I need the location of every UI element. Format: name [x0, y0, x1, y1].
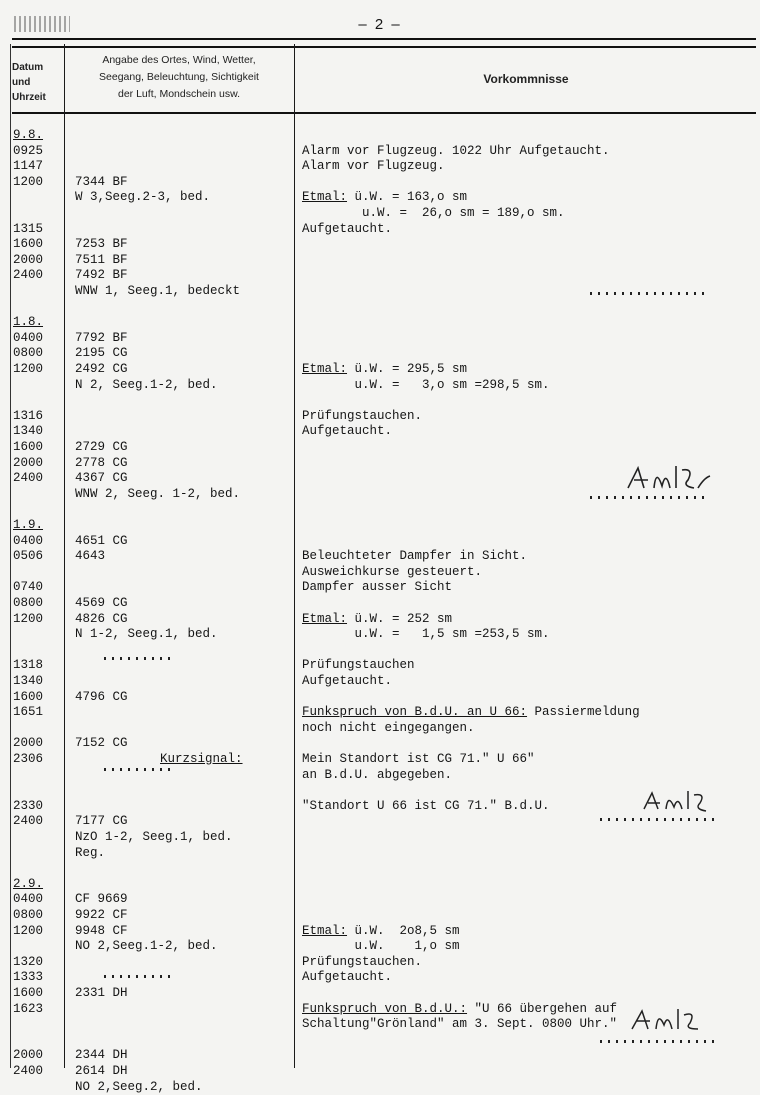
entry-text: 0740 [13, 580, 44, 595]
position-weather-cell [75, 736, 128, 751]
position-weather-cell [75, 440, 128, 455]
date-time-cell [13, 877, 43, 892]
position-weather-cell [75, 846, 105, 861]
entry-text: 1315 [13, 221, 44, 236]
entry-text: WNW 1, Seeg.1, bedeckt [75, 284, 241, 298]
date-time-cell [13, 799, 43, 814]
entry-text: Alarm vor Flugzeug. 1022 Uhr Aufgetaucht. [302, 143, 610, 158]
entry-text: 0506 [13, 549, 44, 564]
entry-text: u.W. 1,o sm [302, 939, 460, 954]
entry-text: 1147 [13, 159, 44, 174]
event-cell [302, 799, 550, 814]
position-weather-cell [75, 268, 128, 283]
position-weather-cell [75, 190, 210, 205]
event-cell [302, 658, 415, 673]
date-time-cell [13, 144, 43, 159]
position-weather-cell [75, 284, 240, 299]
entry-text: 7492 BF [75, 268, 128, 283]
entry-text: 4651 CG [75, 533, 128, 548]
entry-text: 2778 CG [75, 455, 128, 470]
entry-text: Schaltung"Grönland" am 3. Sept. 0800 Uhr." [302, 1017, 618, 1032]
position-weather-cell [75, 471, 128, 486]
date-time-cell [13, 456, 43, 471]
entry-text: 2729 CG [75, 440, 128, 454]
entry-text: 1333 [13, 970, 44, 985]
position-weather-cell [75, 1080, 203, 1095]
date-time-cell [13, 253, 43, 268]
position-weather-cell [75, 892, 128, 907]
date-time-cell [13, 268, 43, 283]
date-time-cell [13, 1048, 43, 1063]
event-cell [302, 674, 392, 689]
date-time-cell [13, 986, 43, 1001]
entry-text: "U 66 übergehen auf [467, 1001, 618, 1016]
entry-text: 1600 [13, 440, 44, 454]
event-cell [302, 1002, 617, 1017]
event-cell [302, 580, 452, 595]
entry-text: u.W. = 26,o sm = 189,o sm. [302, 206, 565, 220]
left-margin-line [10, 44, 11, 1068]
entry-text: Aufgetaucht. [302, 674, 393, 688]
dotted-separator [590, 292, 708, 295]
event-cell [302, 190, 467, 205]
entry-text: 1600 [13, 237, 44, 252]
entry-text: 1200 [13, 611, 44, 626]
underlined-label: Etmal: [302, 362, 348, 376]
underlined-label: Etmal: [302, 611, 348, 626]
entry-text: Prüfungstauchen. [302, 408, 423, 423]
entry-text: Beleuchteter Dampfer in Sicht. [302, 549, 528, 564]
entry-text: 0400 [13, 330, 44, 345]
event-cell [302, 362, 467, 377]
date-time-cell [13, 362, 43, 377]
event-cell [302, 924, 460, 939]
entry-text: ü.W. = 163,o sm [347, 190, 468, 205]
date-time-cell [13, 549, 43, 564]
entry-text: Prüfungstauchen [302, 658, 415, 673]
date-time-cell [13, 690, 43, 705]
signature-initials [624, 458, 714, 498]
entry-text: W 3,Seeg.2-3, bed. [75, 190, 211, 205]
entry-text: 1200 [13, 362, 44, 376]
entry-text: NzO 1-2, Seeg.1, bed. [75, 830, 233, 844]
entry-text: 2400 [13, 814, 44, 829]
event-cell [302, 752, 535, 767]
entry-text: "Standort U 66 ist CG 71." B.d.U. [302, 798, 550, 813]
date-time-cell [13, 955, 43, 970]
entry-text: WNW 2, Seeg. 1-2, bed. [75, 486, 241, 501]
dotted-separator [104, 768, 174, 771]
entry-text: 7511 BF [75, 252, 128, 267]
position-weather-cell [75, 1048, 128, 1063]
position-weather-cell [75, 1064, 128, 1079]
entry-text: 2614 DH [75, 1064, 128, 1078]
page-number: – 2 – [358, 16, 402, 33]
date-time-cell [13, 1064, 43, 1079]
date-time-cell [13, 331, 43, 346]
entry-text: 2400 [13, 268, 44, 283]
entry-text: Alarm vor Flugzeug. [302, 159, 445, 174]
dotted-separator [104, 657, 174, 660]
entry-text: 0925 [13, 143, 44, 158]
entry-text: 0800 [13, 346, 44, 361]
position-weather-cell [75, 237, 128, 252]
position-weather-cell [75, 612, 128, 627]
entry-text: Aufgetaucht. [302, 221, 393, 236]
date-time-cell [13, 534, 43, 549]
date-time-cell [13, 237, 43, 252]
entry-text: 1340 [13, 424, 44, 439]
date-time-cell [13, 892, 43, 907]
event-cell [302, 939, 460, 954]
entry-text: 2000 [13, 455, 44, 470]
entry-text: 1651 [13, 705, 44, 720]
date-time-cell [13, 1002, 43, 1017]
header-date-line: Datum [12, 62, 44, 73]
header-place-weather [66, 52, 292, 103]
entry-text: 0400 [13, 892, 44, 907]
header-date-time [12, 60, 64, 105]
entry-text: 0800 [13, 596, 44, 610]
entry-text: 1340 [13, 674, 44, 688]
entry-text: 2400 [13, 471, 44, 486]
position-weather-cell [75, 487, 240, 502]
position-weather-cell [75, 690, 128, 705]
date-time-cell [13, 814, 43, 829]
event-cell [302, 612, 452, 627]
event-cell [302, 424, 392, 439]
entry-text: u.W. = 1,5 sm =253,5 sm. [302, 627, 550, 642]
position-weather-cell [75, 346, 128, 361]
position-weather-cell [75, 549, 105, 564]
entry-text: 4569 CG [75, 596, 128, 610]
entry-text: 0800 [13, 908, 44, 922]
column-divider-2 [294, 44, 295, 1068]
date-time-cell [13, 315, 43, 330]
position-weather-cell [75, 908, 128, 923]
event-cell [302, 768, 452, 783]
date-time-cell [13, 128, 43, 143]
entry-text: 1623 [13, 1001, 44, 1016]
date-time-cell [13, 736, 43, 751]
date-time-cell [13, 346, 43, 361]
date-time-cell [13, 612, 43, 627]
position-weather-cell [75, 939, 218, 954]
entry-text: ü.W. = 295,5 sm [347, 362, 468, 376]
kurzsignal-label: Kurzsignal: [160, 752, 243, 766]
underlined-label: Etmal: [302, 190, 348, 205]
entry-text: 9948 CF [75, 923, 128, 938]
entry-text: N 1-2, Seeg.1, bed. [75, 627, 218, 642]
dotted-separator [600, 1040, 718, 1043]
date-time-cell [13, 440, 43, 455]
underlined-label: 1.9. [13, 518, 44, 532]
entry-text: 4367 CG [75, 471, 128, 486]
entry-text: 7253 BF [75, 237, 128, 252]
entry-text: NO 2,Seeg.2, bed. [75, 1079, 203, 1094]
entry-text: Mein Standort ist CG 71." U 66" [302, 752, 535, 766]
date-time-cell [13, 471, 43, 486]
underlined-label: Etmal: [302, 923, 348, 938]
date-time-cell [13, 409, 43, 424]
underlined-label: 2.9. [13, 876, 44, 891]
entry-text: 2400 [13, 1064, 44, 1078]
position-weather-cell [75, 534, 128, 549]
position-weather-cell [75, 253, 128, 268]
underlined-label: Funkspruch von B.d.U.: [302, 1001, 468, 1016]
position-weather-cell [75, 814, 128, 829]
entry-text: 2000 [13, 736, 44, 751]
entry-text: Dampfer ausser Sicht [302, 580, 453, 595]
position-weather-cell [75, 596, 128, 611]
date-time-cell [13, 924, 43, 939]
entry-text: an B.d.U. abgegeben. [302, 767, 453, 782]
entry-text: NO 2,Seeg.1-2, bed. [75, 939, 218, 954]
entry-text: 1600 [13, 986, 44, 1000]
entry-text: 2492 CG [75, 362, 128, 376]
event-cell [302, 705, 640, 720]
event-cell [302, 970, 392, 985]
entry-text: 2344 DH [75, 1048, 128, 1063]
position-weather-cell [75, 986, 128, 1001]
corner-stamp-mark [14, 16, 70, 32]
header-bottom-rule [12, 112, 756, 114]
underlined-label: 1.8. [13, 315, 44, 330]
entry-text: ü.W. = 252 sm [347, 611, 453, 626]
date-time-cell [13, 159, 43, 174]
event-cell [302, 409, 422, 424]
entry-text: N 2, Seeg.1-2, bed. [75, 377, 218, 392]
event-cell [302, 206, 565, 221]
entry-text: 1200 [13, 923, 44, 938]
entry-text: Prüfungstauchen. [302, 954, 423, 969]
event-cell [302, 378, 550, 393]
date-time-cell [13, 752, 43, 767]
header-place-line: der Luft, Mondschein usw. [118, 88, 240, 100]
event-cell [302, 721, 475, 736]
entry-text: 2331 DH [75, 986, 128, 1000]
entry-text: Aufgetaucht. [302, 424, 393, 439]
entry-text: 1318 [13, 658, 44, 673]
entry-text: 0400 [13, 533, 44, 548]
entry-text: 1200 [13, 174, 44, 189]
underlined-label: Funkspruch von B.d.U. an U 66: [302, 705, 528, 720]
date-time-cell [13, 596, 43, 611]
entry-text: 2000 [13, 1048, 44, 1063]
event-cell [302, 955, 422, 970]
event-cell [302, 222, 392, 237]
position-weather-cell [75, 627, 218, 642]
event-cell [302, 159, 445, 174]
entry-text: 4643 [75, 549, 106, 564]
date-time-cell [13, 674, 43, 689]
entry-text: Aufgetaucht. [302, 970, 393, 985]
entry-text: CF 9669 [75, 892, 128, 907]
position-weather-cell [75, 924, 128, 939]
date-time-cell [13, 222, 43, 237]
entry-text: 2000 [13, 252, 44, 267]
entry-text: Passiermeldung [527, 705, 640, 720]
header-place-line: Angabe des Ortes, Wind, Wetter, [102, 54, 256, 66]
entry-text: 4826 CG [75, 611, 128, 626]
date-time-cell [13, 908, 43, 923]
header-events: Vorkommnisse [483, 72, 569, 86]
event-cell [302, 549, 527, 564]
dotted-separator [104, 975, 174, 978]
entry-text: 7152 CG [75, 736, 128, 751]
event-cell [302, 144, 610, 159]
position-weather-cell [75, 456, 128, 471]
header-top-rule [12, 38, 756, 48]
entry-text: 2306 [13, 752, 44, 766]
entry-text: 1320 [13, 954, 44, 969]
event-cell [302, 627, 550, 642]
date-time-cell [13, 658, 43, 673]
entry-text: u.W. = 3,o sm =298,5 sm. [302, 377, 550, 392]
date-time-cell [13, 580, 43, 595]
entry-text: noch nicht eingegangen. [302, 720, 475, 735]
signature-initials [640, 785, 720, 817]
header-place-line: Seegang, Beleuchtung, Sichtigkeit [99, 71, 259, 83]
underlined-label: 9.8. [13, 128, 44, 142]
column-divider-1 [64, 44, 65, 1068]
date-time-cell [13, 424, 43, 439]
date-time-cell [13, 175, 43, 190]
header-date-line: Uhrzeit [12, 92, 46, 103]
position-weather-cell [75, 362, 128, 377]
entry-text: ü.W. 2o8,5 sm [347, 923, 460, 938]
entry-text: 4796 CG [75, 689, 128, 704]
header-date-line: und [12, 77, 31, 88]
event-cell [302, 1017, 617, 1032]
position-weather-cell [75, 331, 128, 346]
date-time-cell [13, 705, 43, 720]
entry-text: Ausweichkurse gesteuert. [302, 564, 483, 579]
entry-text: 1600 [13, 689, 44, 704]
entry-text: 7344 BF [75, 174, 128, 189]
entry-text: Reg. [75, 845, 106, 860]
position-weather-cell [75, 175, 128, 190]
dotted-separator [600, 818, 718, 821]
signature-initials [628, 1003, 708, 1035]
entry-text: 7792 BF [75, 330, 128, 345]
position-weather-cell [75, 378, 218, 393]
date-time-cell [13, 970, 43, 985]
entry-text: 7177 CG [75, 814, 128, 829]
position-weather-cell [75, 830, 233, 845]
date-time-cell [13, 518, 43, 533]
entry-text: 9922 CF [75, 908, 128, 922]
entry-text: 2195 CG [75, 346, 128, 361]
entry-text: 2330 [13, 798, 44, 813]
event-cell [302, 565, 482, 580]
entry-text: 1316 [13, 408, 44, 423]
